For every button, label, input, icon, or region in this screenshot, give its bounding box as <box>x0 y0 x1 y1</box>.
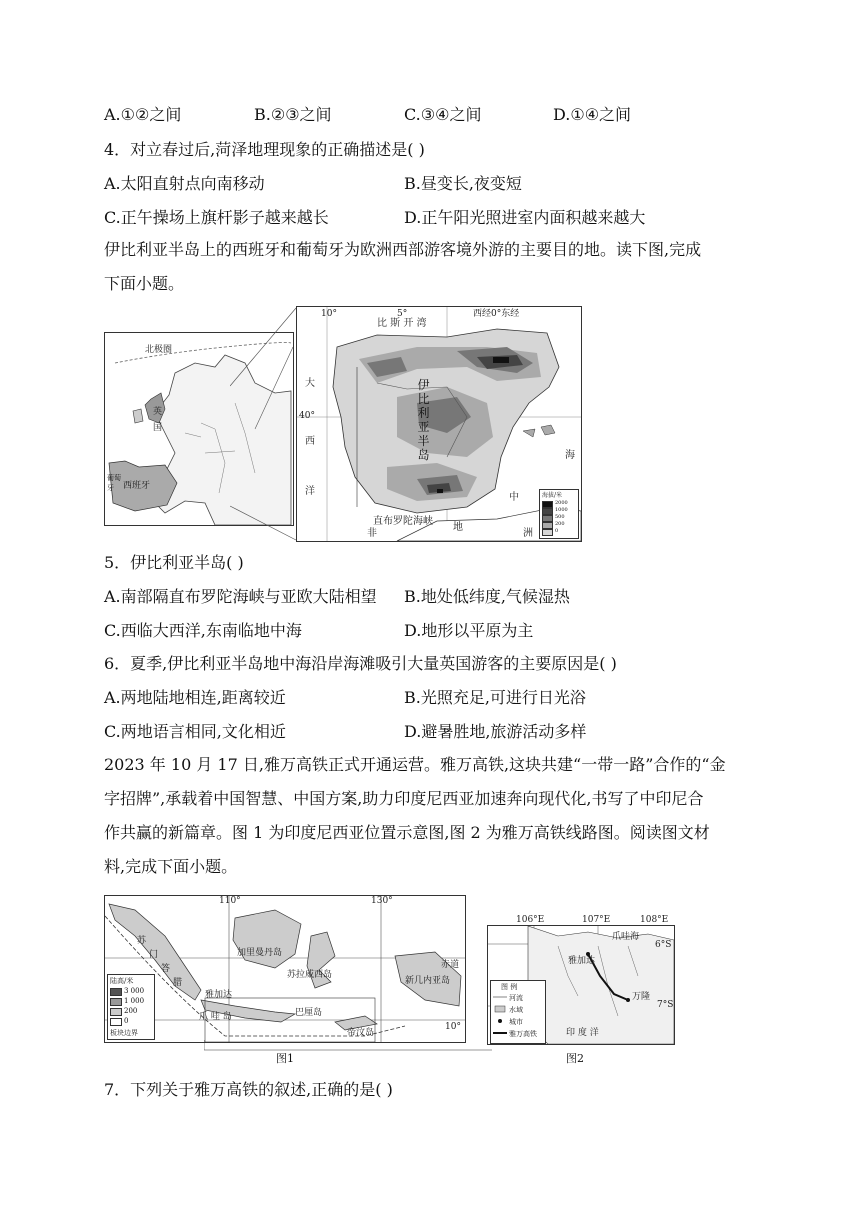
elevation-legend-row <box>542 514 576 521</box>
fig1-legend-title: 陆高/米 <box>110 977 134 985</box>
fig2-legend-railway: 雅万高铁 <box>509 1030 537 1038</box>
q3-option-c: C.③④之间 <box>404 105 482 124</box>
fig1-connector <box>204 1040 494 1054</box>
lat-40-label: 40° <box>299 411 315 421</box>
q4-option-a: A.太阳直射点向南移动 <box>104 174 265 193</box>
q4-option-c: C.正午操场上旗杆影子越来越长 <box>104 208 329 227</box>
elevation-legend-swatch <box>542 529 553 536</box>
peninsula-char-2: 比 <box>417 392 430 406</box>
elevation-legend-value: 500 <box>555 514 565 520</box>
uk-label-2: 国 <box>153 423 163 433</box>
elevation-legend-value: 200 <box>555 521 565 527</box>
q6-option-b: B.光照充足,可进行日光浴 <box>404 688 586 707</box>
fig2-legend-title: 图 例 <box>501 983 518 991</box>
railway-intro-line-1: 2023 年 10 月 17 日,雅万高铁正式开通运营。雅万高铁,这块共建“一带一路”合作的“金 <box>104 755 726 774</box>
q5-option-b: B.地处低纬度,气候湿热 <box>404 587 570 606</box>
iberia-intro-line-1: 伊比利亚半岛上的西班牙和葡萄牙为欧洲西部游客境外游的主要目的地。读下图,完成 <box>104 240 702 259</box>
q6-option-a: A.两地陆地相连,距离较近 <box>104 688 286 707</box>
fig2-lat-7-label: 7°S <box>657 1000 674 1010</box>
q4-option-b: B.昼变长,夜变短 <box>404 174 522 193</box>
fig2-lon-107-label: 107°E <box>582 915 611 925</box>
fig1-legend-value: 200 <box>124 1007 138 1015</box>
railway-route-map <box>487 925 675 1045</box>
fig2-lon-108-label: 108°E <box>640 915 669 925</box>
railway-intro-line-4: 料,完成下面小题。 <box>104 857 238 876</box>
gibraltar-strait-label: 直布罗陀海峡 <box>373 516 433 527</box>
q3-option-b: B.②③之间 <box>254 105 332 124</box>
q4-option-d: D.正午阳光照进室内面积越来越大 <box>404 208 646 227</box>
fig1-legend-swatch <box>110 1018 122 1026</box>
fig1-lat-10-label: 10° <box>445 1022 461 1032</box>
fig1-legend-row <box>110 986 152 996</box>
q5-option-d: D.地形以平原为主 <box>404 621 534 640</box>
jakarta-fig1-label: 雅加达 <box>205 990 233 1000</box>
fig2-legend-river: 河流 <box>509 994 523 1002</box>
sulawesi-label: 苏拉威西岛 <box>287 970 333 980</box>
med-char-1: 中 <box>509 492 519 503</box>
peninsula-char-4: 亚 <box>417 420 430 434</box>
fig1-legend-row <box>110 996 152 1006</box>
uk-label-1: 英 <box>153 407 163 417</box>
meridian-label: 西经0°东经 <box>473 309 520 319</box>
elevation-legend-title: 海拔/米 <box>542 492 563 499</box>
lon-5w-label: 5° <box>397 309 408 319</box>
sumatra-char-2: 门 <box>149 950 159 960</box>
fig2-caption: 图2 <box>566 1052 584 1065</box>
fig2-lon-106-label: 106°E <box>516 915 545 925</box>
peninsula-char-1: 伊 <box>417 378 430 392</box>
med-char-2: 海 <box>565 450 575 461</box>
kalimantan-label: 加里曼丹岛 <box>237 948 283 958</box>
q3-option-a: A.①②之间 <box>104 105 182 124</box>
portugal-label: 葡萄牙 <box>107 474 121 492</box>
bay-of-biscay-label: 比 斯 开 湾 <box>377 318 427 329</box>
indonesia-outline <box>105 896 465 1042</box>
elevation-legend-row <box>542 500 576 507</box>
fig1-lon-110-label: 110° <box>219 896 241 906</box>
indonesia-location-map <box>104 895 466 1043</box>
q5-stem: 5．伊比利亚半岛( ) <box>104 553 244 572</box>
map-connector-lines <box>230 306 300 542</box>
sumatra-char-3: 答 <box>161 964 171 974</box>
fig1-legend-row <box>110 1006 152 1016</box>
elevation-legend <box>539 489 579 539</box>
bandung-label: 万隆 <box>632 992 651 1002</box>
arctic-circle-label: 北极圈 <box>145 345 173 355</box>
fig2-legend-city: 城市 <box>509 1018 523 1026</box>
java-label: 爪 哇 岛 <box>199 1012 232 1022</box>
java-sea-label: 爪哇海 <box>612 932 640 942</box>
q5-option-c: C.西临大西洋,东南临地中海 <box>104 621 302 640</box>
bali-label: 巴厘岛 <box>295 1008 323 1018</box>
fig1-legend-value: 3 000 <box>124 987 145 995</box>
elevation-legend-value: 0 <box>555 528 559 534</box>
q3-option-d: D.①④之间 <box>553 105 632 124</box>
peninsula-char-6: 岛 <box>417 448 430 462</box>
fig2-legend <box>490 980 546 1044</box>
q4-stem: 4．对立春过后,菏泽地理现象的正确描述是( ) <box>104 140 425 159</box>
fig1-lon-130-label: 130° <box>371 896 393 906</box>
elevation-legend-row <box>542 521 576 528</box>
iberia-intro-line-2: 下面小题。 <box>104 274 185 293</box>
fig1-legend-swatch <box>110 998 122 1006</box>
plate-boundary-label: 板块边界 <box>110 1029 138 1037</box>
fig2-lat-6-label: 6°S <box>655 940 672 950</box>
fig1-legend-value: 0 <box>124 1017 129 1025</box>
timor-label: 帝汶岛 <box>347 1028 375 1038</box>
peninsula-char-5: 半 <box>417 434 430 448</box>
fig2-legend-water: 水域 <box>509 1006 523 1014</box>
railway-intro-line-2: 字招牌”,承载着中国智慧、中国方案,助力印度尼西亚加速奔向现代化,书写了中印尼合 <box>104 789 704 808</box>
papua-label: 新几内亚岛 <box>405 976 451 986</box>
fig1-legend-swatch <box>110 1008 122 1016</box>
elevation-legend-value: 2000 <box>555 500 568 506</box>
africa-char-1: 非 <box>367 528 377 539</box>
fig1-caption: 图1 <box>276 1052 294 1065</box>
sumatra-char-4: 腊 <box>173 978 183 988</box>
atlantic-char-1: 大 <box>305 378 315 389</box>
indian-ocean-label: 印 度 洋 <box>566 1028 599 1038</box>
q5-option-a: A.南部隔直布罗陀海峡与亚欧大陆相望 <box>104 587 377 606</box>
fig1-equator-label: 赤道 <box>441 960 460 970</box>
peninsula-char-3: 利 <box>417 406 430 420</box>
fig1-legend-row <box>110 1016 152 1026</box>
africa-char-2: 地 <box>453 522 463 533</box>
elevation-legend-row <box>542 528 576 535</box>
elevation-legend-row <box>542 507 576 514</box>
iberia-topo-map <box>296 306 582 542</box>
fig1-legend-swatch <box>110 988 122 996</box>
fig1-legend-value: 1 000 <box>124 997 145 1005</box>
sumatra-char-1: 苏 <box>137 936 147 946</box>
atlantic-char-3: 洋 <box>305 486 315 497</box>
q7-stem: 7．下列关于雅万高铁的叙述,正确的是( ) <box>104 1080 393 1099</box>
jakarta-fig2-label: 雅加达 <box>568 956 596 966</box>
q6-option-d: D.避暑胜地,旅游活动多样 <box>404 722 587 741</box>
fig1-legend <box>107 974 155 1040</box>
africa-char-3: 洲 <box>523 528 533 539</box>
atlantic-char-2: 西 <box>305 436 315 447</box>
elevation-legend-value: 1000 <box>555 507 568 513</box>
fig2-legend-symbols <box>493 991 509 1045</box>
lon-10w-label: 10° <box>321 309 337 319</box>
q6-stem: 6．夏季,伊比利亚半岛地中海沿岸海滩吸引大量英国游客的主要原因是( ) <box>104 654 617 673</box>
spain-label: 西班牙 <box>123 481 151 491</box>
railway-intro-line-3: 作共赢的新篇章。图 1 为印度尼西亚位置示意图,图 2 为雅万高铁线路图。阅读图文材 <box>104 823 710 842</box>
q6-option-c: C.两地语言相同,文化相近 <box>104 722 286 741</box>
